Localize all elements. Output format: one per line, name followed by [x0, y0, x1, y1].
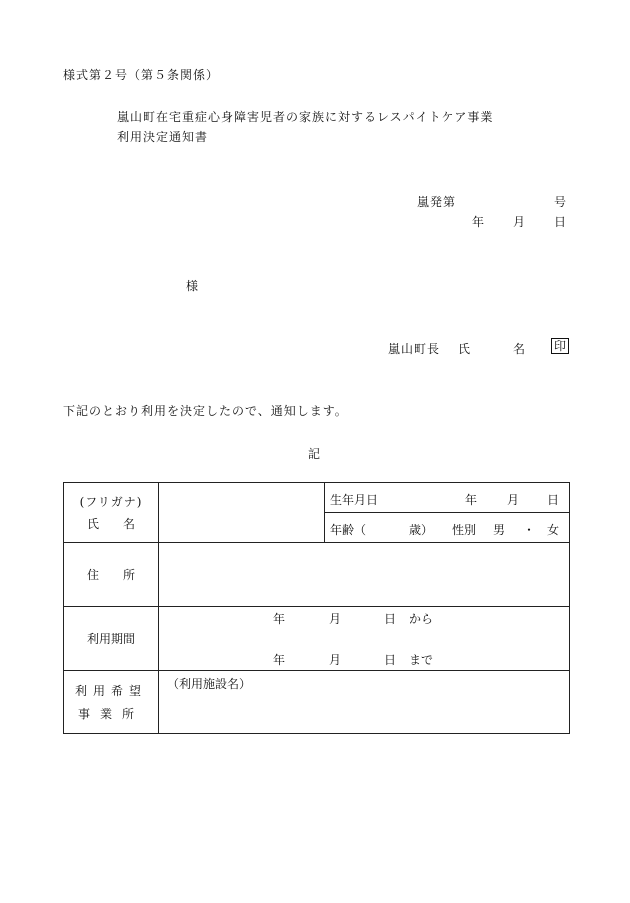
issue-date-day: 日 — [554, 215, 567, 229]
furigana-label: (フリガナ) — [79, 495, 143, 509]
form-number: 様式第２号（第５条関係） — [63, 68, 220, 82]
birthdate-cell — [325, 483, 570, 513]
facility-label-2: 事業所 — [77, 707, 144, 721]
issue-date-month: 月 — [513, 215, 526, 229]
period-from-day: 日 — [384, 612, 397, 626]
period-from-month: 月 — [329, 612, 342, 626]
age-sex-cell — [325, 513, 570, 543]
recipient-honorific: 様 — [186, 279, 199, 293]
facility-header-cell — [64, 671, 159, 734]
document-title-line1: 嵐山町在宅重症心身障害児者の家族に対するレスパイトケア事業 — [117, 110, 494, 124]
address-input-cell[interactable] — [159, 543, 570, 607]
birthdate-day: 日 — [547, 493, 560, 507]
sex-female: 女 — [547, 523, 560, 537]
period-cell — [159, 607, 570, 671]
application-table — [63, 482, 570, 734]
name-label: 氏 名 — [86, 517, 135, 531]
issuer-name-label-1: 氏 — [458, 342, 471, 356]
body-text: 下記のとおり利用を決定したので、通知します。 — [63, 404, 348, 418]
issue-number-suffix: 号 — [554, 195, 567, 209]
facility-placeholder: （利用施設名） — [167, 677, 252, 691]
birthdate-month: 月 — [507, 493, 520, 507]
sex-label: 性別 — [452, 523, 477, 537]
period-header-cell — [64, 607, 159, 671]
birthdate-label: 生年月日 — [330, 493, 379, 507]
name-header-cell — [64, 483, 159, 543]
name-input-cell[interactable] — [159, 483, 325, 543]
period-to-day: 日 — [384, 653, 397, 667]
period-to-month: 月 — [329, 653, 342, 667]
period-label: 利用期間 — [86, 632, 135, 646]
issuer-name-label-2: 名 — [513, 342, 526, 356]
period-from-year: 年 — [273, 612, 286, 626]
issue-date-year: 年 — [472, 215, 485, 229]
seal-mark — [551, 338, 569, 354]
document-title-line2: 利用決定通知書 — [117, 130, 209, 144]
sex-male: 男 — [493, 523, 506, 537]
age-label: 年齢（ — [330, 523, 367, 537]
period-to-year: 年 — [273, 653, 286, 667]
seal-text: 印 — [551, 338, 569, 354]
period-from-text: から — [409, 612, 434, 626]
address-label: 住 所 — [86, 568, 135, 582]
sex-dot: ・ — [523, 523, 536, 537]
issue-number-prefix: 嵐発第 — [417, 195, 457, 209]
ki-heading: 記 — [308, 447, 321, 461]
period-to-text: まで — [409, 653, 434, 667]
facility-label-1: 利用希望 — [74, 684, 147, 698]
birthdate-year: 年 — [465, 493, 478, 507]
address-header-cell — [64, 543, 159, 607]
facility-input-cell[interactable] — [159, 671, 570, 734]
issuer-title: 嵐山町長 — [388, 342, 441, 356]
age-unit: 歳） — [409, 523, 434, 537]
